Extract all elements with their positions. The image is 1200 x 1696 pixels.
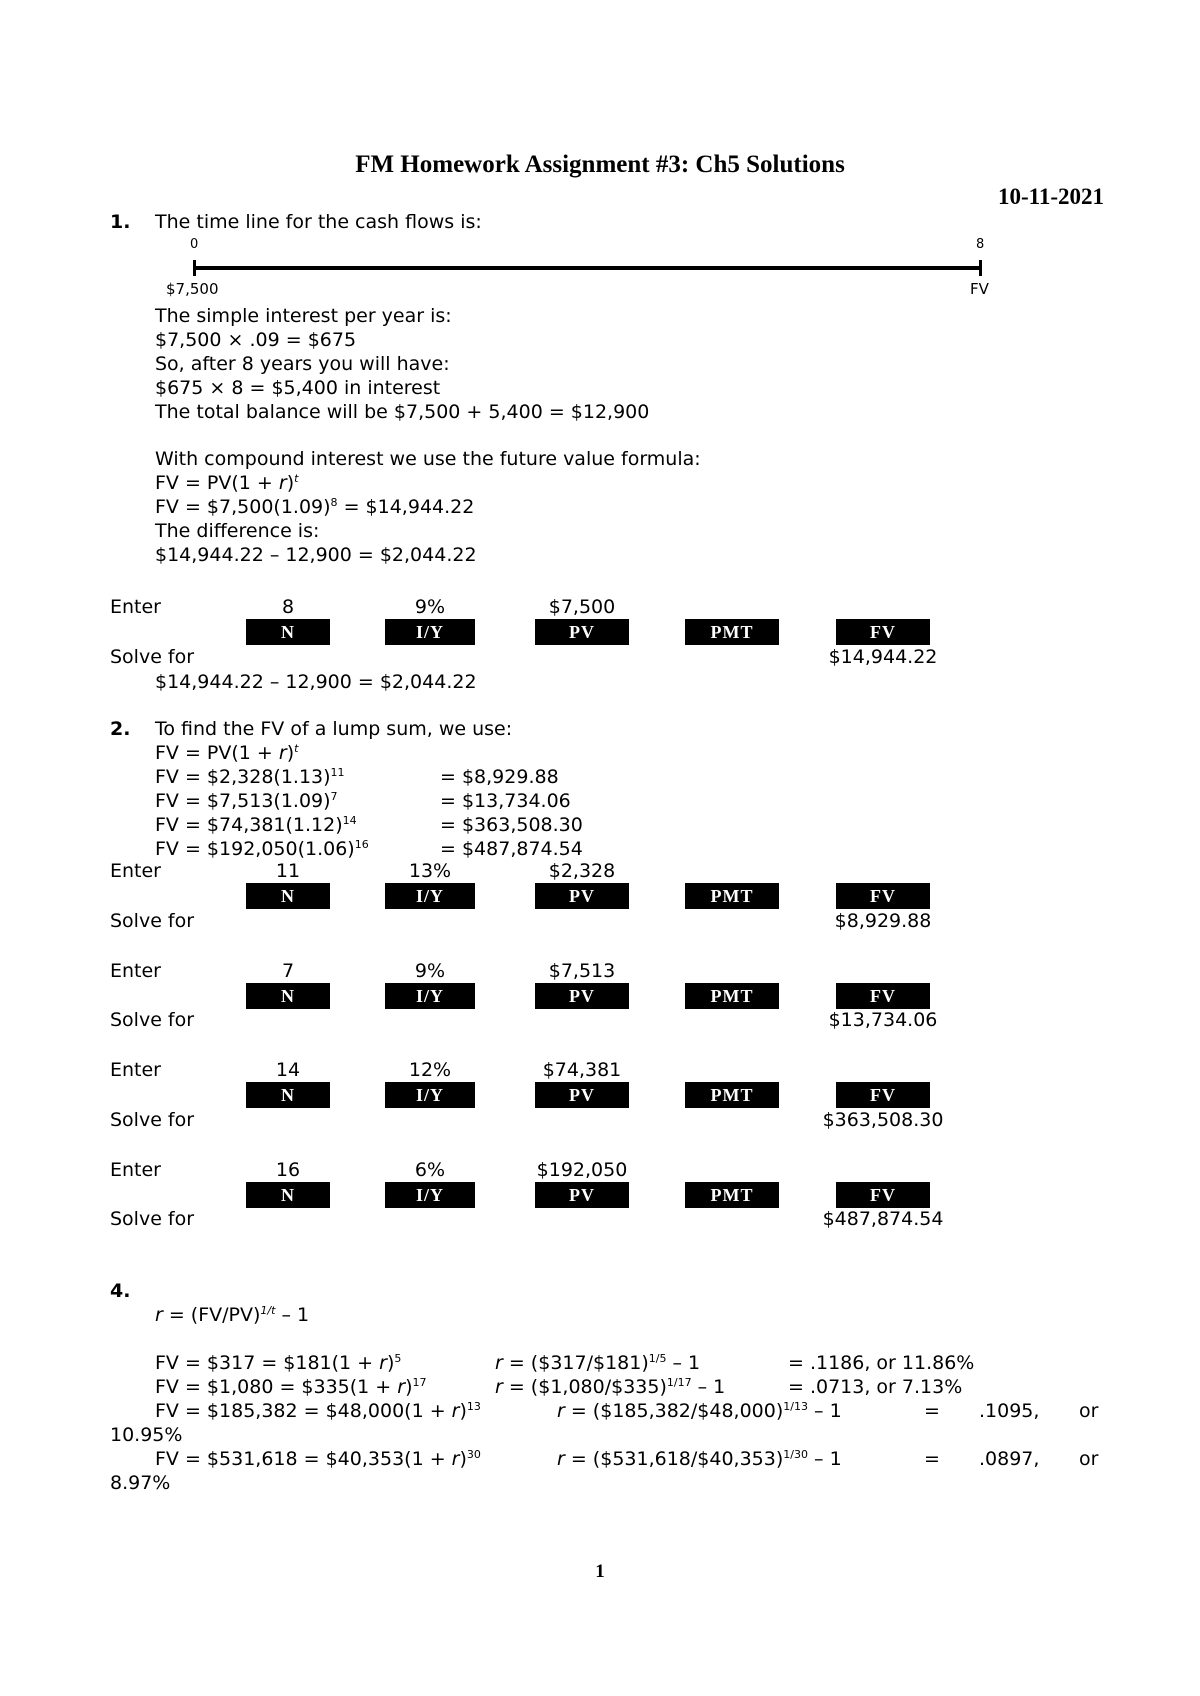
- pv-value: $7,513: [548, 960, 616, 982]
- q4-row-rate: r = ($317/$181)$^{1/5}$ – 1: [495, 1352, 701, 1374]
- question-number-2: 2.: [110, 718, 131, 740]
- fv-result: $363,508.30: [822, 1109, 944, 1131]
- timeline-axis: [193, 266, 982, 270]
- solve-for-label: Solve for: [110, 1009, 195, 1031]
- iy-value: 13%: [408, 860, 452, 882]
- q2-intro: To find the FV of a lump sum, we use:: [155, 718, 513, 740]
- fv-key: FV: [836, 1182, 930, 1208]
- fv-key: FV: [836, 883, 930, 909]
- q2-row: FV = $\$7,513(1.09)^7$: [155, 790, 338, 812]
- q1-line: The simple interest per year is:: [155, 305, 452, 327]
- pv-value: $74,381: [542, 1059, 622, 1081]
- n-value: 8: [281, 596, 295, 618]
- q2-row: FV = $\$2,328(1.13)^{11}$: [155, 766, 345, 788]
- q1-line: The total balance will be $7,500 + 5,400 = $12,900: [155, 401, 650, 423]
- page-title: FM Homework Assignment #3: Ch5 Solutions: [355, 151, 845, 178]
- n-key: N: [246, 1082, 330, 1108]
- pv-key: PV: [535, 619, 629, 645]
- q4-row-lhs: FV = $1,080 = $335(1 + r)$^{17}$: [155, 1376, 427, 1398]
- timeline-end-label: FV: [970, 280, 989, 298]
- pmt-key: PMT: [685, 883, 779, 909]
- q1-fv-calc: FV = $\$7,500(1.09)^8$ = $14,944.22: [155, 496, 475, 518]
- fv-result: $8,929.88: [834, 910, 932, 932]
- solve-for-label: Solve for: [110, 1109, 195, 1131]
- iy-key: I/Y: [385, 983, 475, 1009]
- n-value: 16: [275, 1159, 301, 1181]
- solve-for-label: Solve for: [110, 646, 195, 668]
- iy-key: I/Y: [385, 1182, 475, 1208]
- iy-value: 12%: [408, 1059, 452, 1081]
- q4-row-continuation: 10.95%: [110, 1424, 183, 1446]
- q4-row-or: or: [1079, 1448, 1099, 1470]
- q2-row: FV = $\$192,050(1.06)^{16}$: [155, 838, 369, 860]
- document-date: 10-11-2021: [997, 184, 1104, 209]
- q2-fv-formula: FV = $PV(1 + r)^t$: [155, 742, 299, 764]
- q1-fv-formula: FV = $PV(1 + r)^t$: [155, 472, 299, 494]
- pmt-key: PMT: [685, 983, 779, 1009]
- q4-rate-formula: $r = (FV/PV)^{1/t} - 1$: [155, 1304, 310, 1326]
- page-number: 1: [595, 1561, 605, 1582]
- n-key: N: [246, 983, 330, 1009]
- pmt-key: PMT: [685, 1182, 779, 1208]
- q1-difference: $14,944.22 – 12,900 = $2,044.22: [155, 544, 477, 566]
- pmt-key: PMT: [685, 619, 779, 645]
- question-number-4: 4.: [110, 1280, 131, 1302]
- q4-row-lhs: FV = $185,382 = $48,000(1 + r)$^{13}$: [155, 1400, 481, 1422]
- q1-difference-after: $14,944.22 – 12,900 = $2,044.22: [155, 671, 477, 693]
- q4-row-rate: r = ($185,382/$48,000)$^{1/13}$ – 1: [557, 1400, 842, 1422]
- iy-value: 9%: [414, 960, 446, 982]
- pv-value: $2,328: [548, 860, 616, 882]
- pv-key: PV: [535, 1182, 629, 1208]
- iy-value: 9%: [414, 596, 446, 618]
- enter-label: Enter: [110, 596, 161, 618]
- timeline-start-label: $7,500: [166, 280, 219, 298]
- pv-key: PV: [535, 983, 629, 1009]
- q1-diff-label: The difference is:: [155, 520, 320, 542]
- timeline-end-period: 8: [976, 237, 985, 252]
- q4-row-continuation: 8.97%: [110, 1472, 171, 1494]
- fv-result: $13,734.06: [828, 1009, 938, 1031]
- pv-key: PV: [535, 883, 629, 909]
- q4-row-rate: r = ($1,080/$335)$^{1/17}$ – 1: [495, 1376, 726, 1398]
- q4-row-eq: =: [924, 1448, 940, 1470]
- q4-row-value: .1095,: [979, 1400, 1040, 1422]
- pv-value: $192,050: [536, 1159, 628, 1181]
- timeline-start-period: 0: [190, 237, 199, 252]
- iy-key: I/Y: [385, 1082, 475, 1108]
- enter-label: Enter: [110, 1059, 161, 1081]
- n-value: 14: [275, 1059, 301, 1081]
- timeline-end-tick: [979, 260, 982, 276]
- q4-row-result: = .1186, or 11.86%: [788, 1352, 975, 1374]
- pv-key: PV: [535, 1082, 629, 1108]
- q2-row-result: = $8,929.88: [440, 766, 559, 788]
- iy-value: 6%: [414, 1159, 446, 1181]
- fv-key: FV: [836, 983, 930, 1009]
- q4-row-result: = .0713, or 7.13%: [788, 1376, 963, 1398]
- enter-label: Enter: [110, 960, 161, 982]
- q4-row-or: or: [1079, 1400, 1099, 1422]
- n-key: N: [246, 619, 330, 645]
- q1-line: $7,500 × .09 = $675: [155, 329, 357, 351]
- fv-result: $487,874.54: [822, 1208, 944, 1230]
- q4-row-rate: r = ($531,618/$40,353)$^{1/30}$ – 1: [557, 1448, 842, 1470]
- question-number-1: 1.: [110, 211, 131, 233]
- q4-row-lhs: FV = $317 = $181(1 + r)$^5$: [155, 1352, 402, 1374]
- iy-key: I/Y: [385, 619, 475, 645]
- n-key: N: [246, 883, 330, 909]
- fv-result: $14,944.22: [828, 646, 938, 668]
- q2-row-result: = $363,508.30: [440, 814, 583, 836]
- q2-row-result: = $487,874.54: [440, 838, 583, 860]
- solve-for-label: Solve for: [110, 1208, 195, 1230]
- enter-label: Enter: [110, 860, 161, 882]
- q1-line: So, after 8 years you will have:: [155, 353, 450, 375]
- n-value: 11: [275, 860, 301, 882]
- n-key: N: [246, 1182, 330, 1208]
- n-value: 7: [281, 960, 295, 982]
- solve-for-label: Solve for: [110, 910, 195, 932]
- fv-key: FV: [836, 619, 930, 645]
- q4-row-eq: =: [924, 1400, 940, 1422]
- pmt-key: PMT: [685, 1082, 779, 1108]
- pv-value: $7,500: [548, 596, 616, 618]
- enter-label: Enter: [110, 1159, 161, 1181]
- fv-key: FV: [836, 1082, 930, 1108]
- q2-row-result: = $13,734.06: [440, 790, 571, 812]
- q4-row-lhs: FV = $531,618 = $40,353(1 + r)$^{30}$: [155, 1448, 481, 1470]
- q4-row-value: .0897,: [979, 1448, 1040, 1470]
- q1-compound-intro: With compound interest we use the future value formula:: [155, 448, 701, 470]
- q1-intro: The time line for the cash flows is:: [155, 211, 482, 233]
- iy-key: I/Y: [385, 883, 475, 909]
- q1-line: $675 × 8 = $5,400 in interest: [155, 377, 441, 399]
- q2-row: FV = $\$74,381(1.12)^{14}$: [155, 814, 357, 836]
